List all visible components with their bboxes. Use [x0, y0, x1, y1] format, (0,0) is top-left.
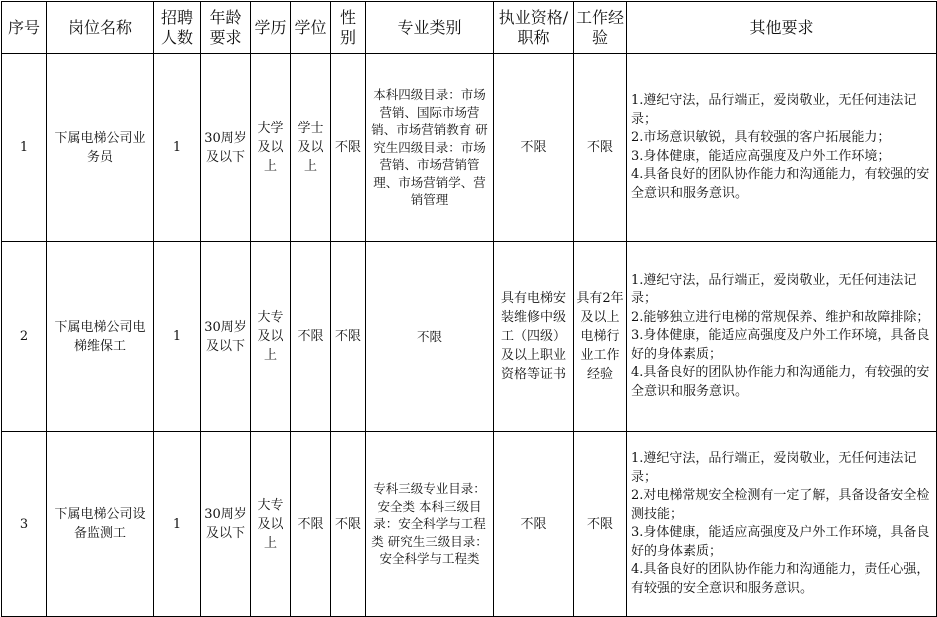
- requirement-item: 2.对电梯常规安全检测有一定了解，具备设备安全检测技能；: [631, 488, 930, 522]
- requirement-item: 1.遵纪守法，品行端正，爱岗敬业，无任何违法记录；: [631, 451, 917, 485]
- cell-other-requirements: [627, 242, 937, 432]
- cell-gender: 不限: [331, 54, 366, 242]
- cell-gender: 不限: [331, 432, 366, 617]
- cell-position: 下属电梯公司设备监测工: [47, 432, 154, 617]
- requirement-item: 3.身体健康，能适应高强度及户外工作环境；: [631, 148, 891, 164]
- table-row: [2, 54, 937, 242]
- cell-major: 专科三级专业目录：安全类 本科三级目录：安全科学与工程类 研究生三级目录：安全科学与工程类: [366, 432, 494, 617]
- header-row: [2, 2, 937, 54]
- cell-major: 不限: [366, 242, 494, 432]
- header-position: 岗位名称: [47, 2, 154, 54]
- cell-other-requirements: [627, 54, 937, 242]
- cell-seq: 1: [2, 54, 47, 242]
- cell-qualification: 不限: [494, 432, 574, 617]
- header-major: 专业类别: [366, 2, 494, 54]
- cell-degree: 不限: [291, 242, 331, 432]
- cell-qualification: 具有电梯安装维修中级工（四级）及以上职业资格等证书: [494, 242, 574, 432]
- header-experience: 工作经验: [574, 2, 627, 54]
- cell-other-requirements: [627, 432, 937, 617]
- table-row: [2, 242, 937, 432]
- header-degree: 学位: [291, 2, 331, 54]
- cell-headcount: 1: [154, 54, 201, 242]
- header-seq: 序号: [2, 2, 47, 54]
- requirement-item: 1.遵纪守法，品行端正，爱岗敬业，无任何违法记录；: [631, 93, 917, 127]
- cell-experience: 具有2年及以上电梯行业工作经验: [574, 242, 627, 432]
- requirement-item: 2.能够独立进行电梯的常规保养、维护和故障排除；: [631, 309, 930, 325]
- cell-degree: 学士及以上: [291, 54, 331, 242]
- requirement-item: 1.遵纪守法，品行端正，爱岗敬业，无任何违法记录；: [631, 272, 917, 307]
- requirement-item: 3.身体健康，能适应高强度及户外工作环境，具备良好的身体素质；: [631, 328, 930, 362]
- requirement-item: 4.具备良好的团队协作能力和沟通能力，有较强的安全意识和服务意识。: [631, 365, 930, 399]
- requirement-item: 2.市场意识敏锐，具有较强的客户拓展能力；: [631, 130, 891, 145]
- requirement-item: 3.身体健康，能适应高强度及户外工作环境，具备良好的身体素质；: [631, 525, 930, 559]
- cell-qualification: 不限: [494, 54, 574, 242]
- recruitment-table: [1, 1, 937, 617]
- header-headcount: 招聘人数: [154, 2, 201, 54]
- cell-gender: 不限: [331, 242, 366, 432]
- header-qualification: 执业资格/职称: [494, 2, 574, 54]
- cell-degree: 不限: [291, 432, 331, 617]
- header-other: 其他要求: [627, 2, 937, 54]
- cell-major: 本科四级目录：市场营销、国际市场营销、市场营销教育 研究生四级目录：市场营销、市场营销管理、市场营销学、营销管理: [366, 54, 494, 242]
- requirement-item: 4.具备良好的团队协作能力和沟通能力，有较强的安全意识和服务意识。: [631, 167, 930, 201]
- cell-headcount: 1: [154, 432, 201, 617]
- cell-age: 30周岁及以下: [201, 242, 251, 432]
- cell-seq: 2: [2, 242, 47, 432]
- cell-education: 大专及以上: [251, 242, 291, 432]
- header-education: 学历: [251, 2, 291, 54]
- cell-age: 30周岁及以下: [201, 432, 251, 617]
- requirement-item: 4.具备良好的团队协作能力和沟通能力，责任心强，有较强的安全意识和服务意识。: [631, 562, 930, 596]
- cell-age: 30周岁及以下: [201, 54, 251, 242]
- header-age: 年龄要求: [201, 2, 251, 54]
- cell-position: 下属电梯公司业务员: [47, 54, 154, 242]
- header-gender: 性别: [331, 2, 366, 54]
- cell-experience: 不限: [574, 54, 627, 242]
- cell-experience: 不限: [574, 432, 627, 617]
- table-row: [2, 432, 937, 617]
- cell-seq: 3: [2, 432, 47, 617]
- cell-headcount: 1: [154, 242, 201, 432]
- cell-education: 大专及以上: [251, 432, 291, 617]
- cell-position: 下属电梯公司电梯维保工: [47, 242, 154, 432]
- cell-education: 大学及以上: [251, 54, 291, 242]
